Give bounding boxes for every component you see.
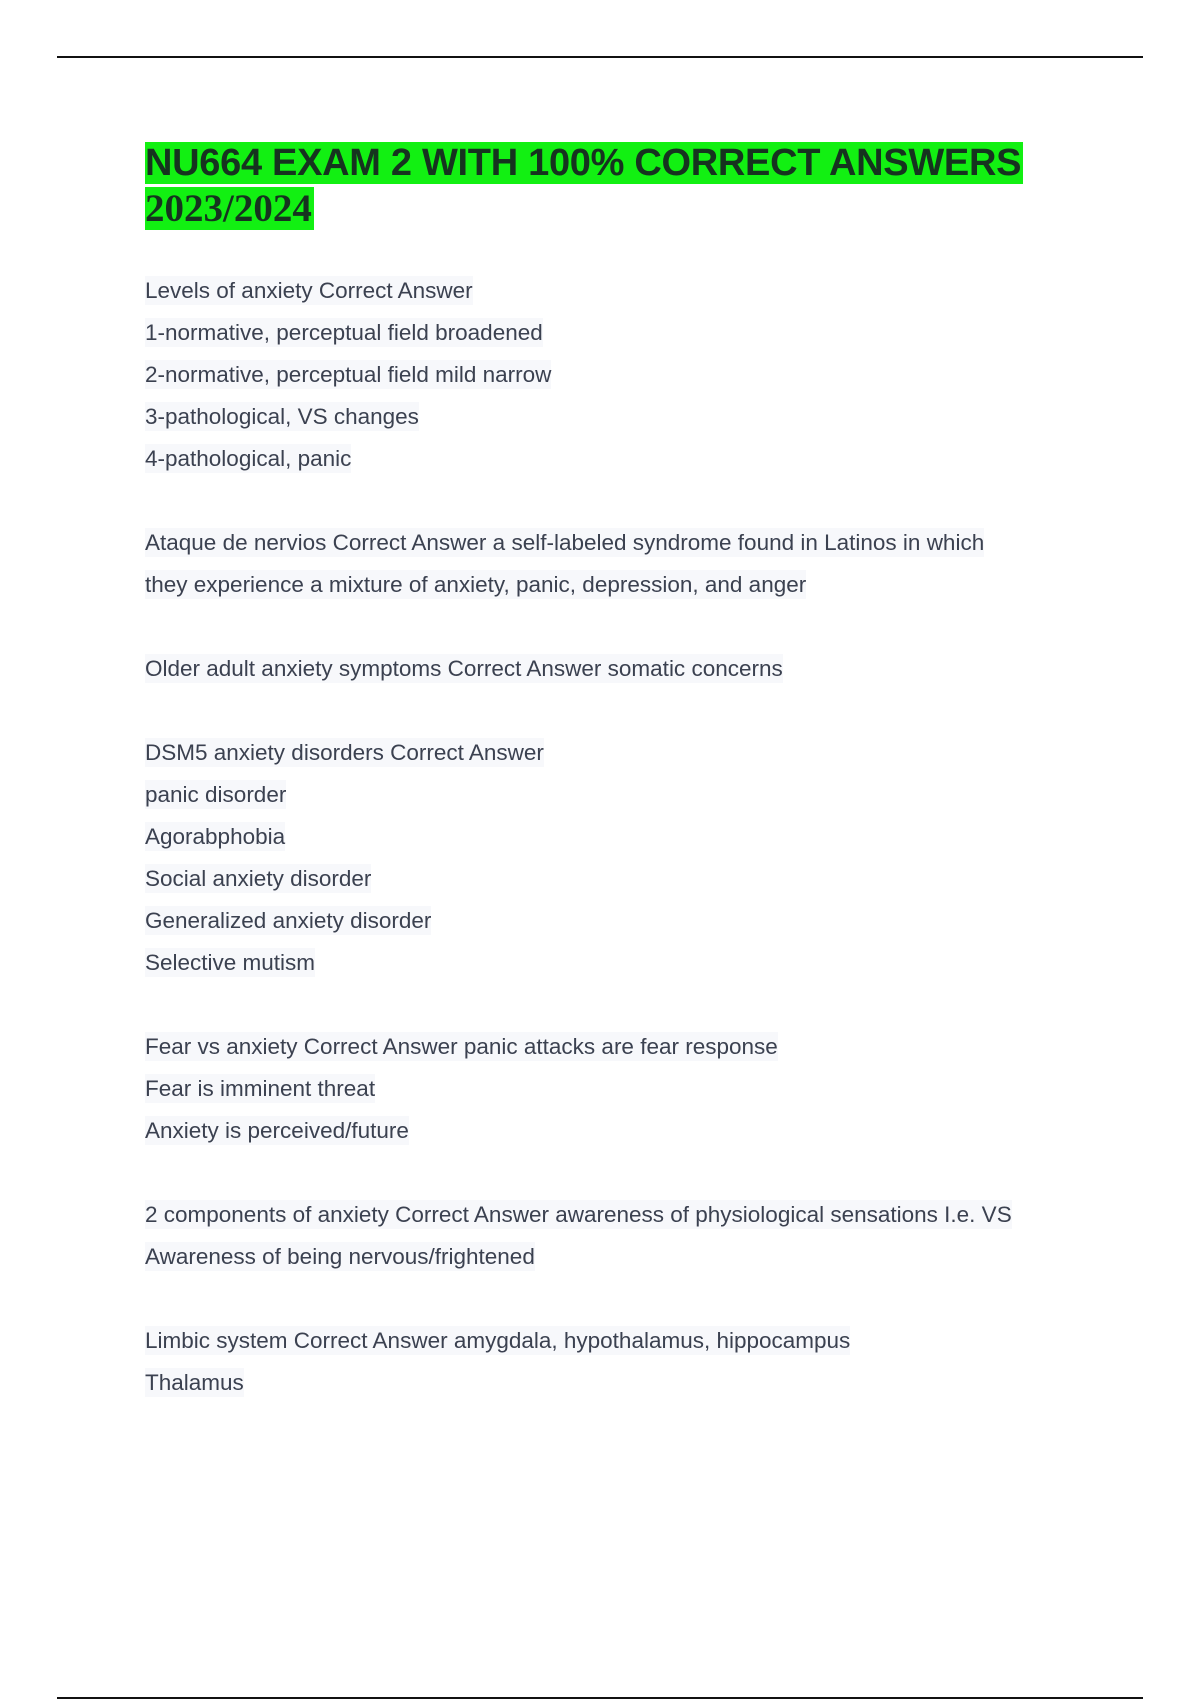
entry-line: Selective mutism (145, 950, 316, 975)
qa-entry-components-of-anxiety (145, 1194, 1105, 1278)
document-body (145, 140, 1105, 1446)
qa-entry-ataque-de-nervios (145, 522, 1105, 606)
entry-line: 4-pathological, panic (145, 446, 352, 471)
entry-line: 1-normative, perceptual field broadened (145, 320, 543, 345)
entry-line: Older adult anxiety symptoms Correct Answer somatic concerns (145, 656, 783, 681)
top-rule (57, 56, 1143, 58)
entry-line: 3-pathological, VS changes (145, 404, 419, 429)
entry-line: panic disorder (145, 782, 287, 807)
entry-line: 2-normative, perceptual field mild narrow (145, 362, 552, 387)
entry-line: Levels of anxiety Correct Answer (145, 278, 473, 303)
bottom-rule (57, 1697, 1143, 1699)
entry-line: 2 components of anxiety Correct Answer awareness of physiological sensations I.e. VS (145, 1202, 1012, 1227)
entry-line: Anxiety is perceived/future (145, 1118, 409, 1143)
entry-line: Ataque de nervios Correct Answer a self-labeled syndrome found in Latinos in which (145, 530, 985, 555)
entry-line: Generalized anxiety disorder (145, 908, 432, 933)
document-title (145, 140, 1105, 232)
qa-entry-limbic-system (145, 1320, 1105, 1404)
entry-line: Limbic system Correct Answer amygdala, hypothalamus, hippocampus (145, 1328, 851, 1353)
qa-entry-fear-vs-anxiety (145, 1026, 1105, 1152)
entry-line: Thalamus (145, 1370, 244, 1395)
entry-line: Agorabphobia (145, 824, 286, 849)
entry-line: DSM5 anxiety disorders Correct Answer (145, 740, 544, 765)
qa-entry-levels-of-anxiety (145, 270, 1105, 480)
title-line-2: 2023/2024 (145, 187, 312, 230)
title-line-1: NU664 EXAM 2 WITH 100% CORRECT ANSWERS (145, 142, 1022, 184)
entry-line: Fear is imminent threat (145, 1076, 376, 1101)
entry-line: Awareness of being nervous/frightened (145, 1244, 535, 1269)
entry-line: they experience a mixture of anxiety, panic, depression, and anger (145, 572, 807, 597)
qa-entry-dsm5-anxiety-disorders (145, 732, 1105, 984)
qa-entry-older-adult-anxiety (145, 648, 1105, 690)
entry-line: Social anxiety disorder (145, 866, 372, 891)
entry-line: Fear vs anxiety Correct Answer panic attacks are fear response (145, 1034, 778, 1059)
